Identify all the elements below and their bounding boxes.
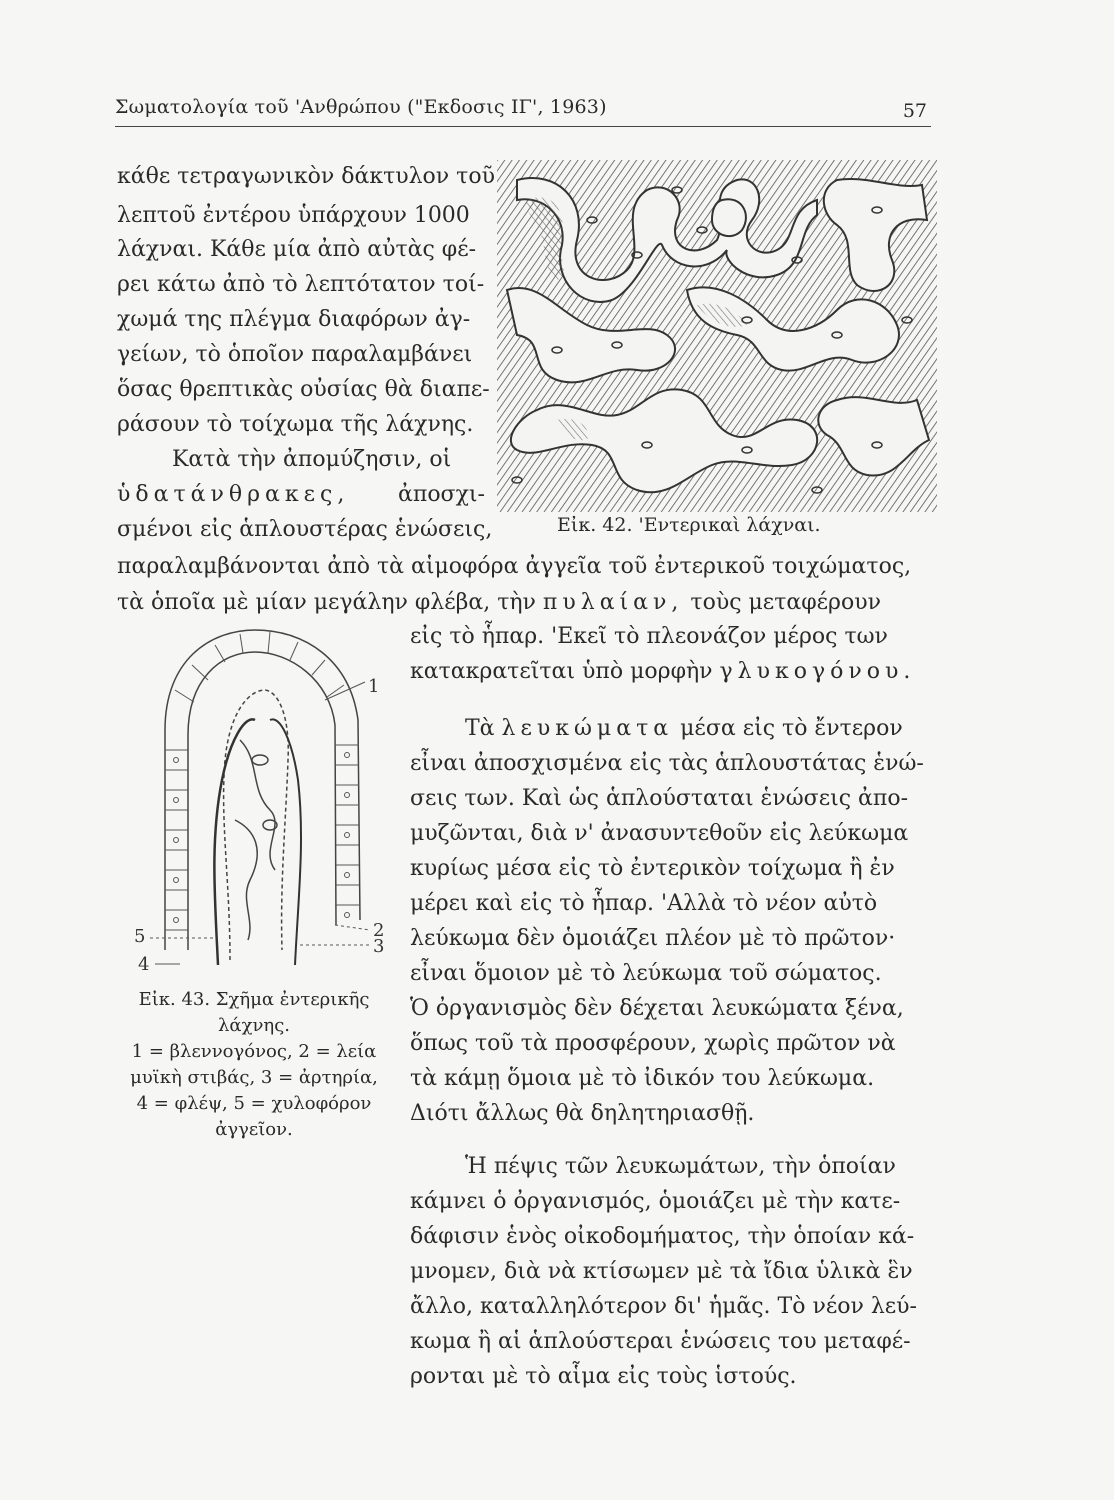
para3-line: μέρει καὶ εἰς τὸ ἧπαρ. 'Αλλὰ τὸ νέον αὐτὸ [410,891,878,916]
para4-line: μνομεν, διὰ νὰ κτίσωμεν μὲ τὰ ἴδια ὑλικὰ ἓν [410,1259,913,1284]
figure-43-villus-diagram [130,620,400,978]
label-3: 3 [373,936,385,957]
para3-line: εἶναι ὅμοιον μὲ τὸ λεύκωμα τοῦ σώματος. [410,961,882,986]
para1-line: ὅσας θρεπτικὰς οὐσίας θὰ διαπε- [117,377,490,402]
page-number: 57 [902,100,927,122]
para1-line: χωμά της πλέγμα διαφόρων ἀγ- [117,307,471,332]
para4-line: Ἡ πέψις τῶν λευκωμάτων, τὴν ὁποίαν [465,1154,896,1179]
para2-line: Κατὰ τὴν ἀπομύζησιν, οἱ [172,447,452,472]
running-header [115,92,931,127]
para4-line: ἄλλο, καταλληλότερον δι' ἡμᾶς. Τὸ νέον λεύ- [410,1294,917,1319]
para3-line: Ὁ ὀργανισμὸς δὲν δέχεται λευκώματα ξένα, [410,996,904,1021]
label-2: 2 [373,920,385,941]
label-1: 1 [368,676,380,697]
figure-43-caption-line-4: μυϊκὴ στιβάς, 3 = ἀρτηρία, [130,1067,378,1088]
figure-43-caption-line-2: λάχνης. [218,1015,290,1036]
para1-line: ρει κάτω ἀπὸ τὸ λεπτότατον τοί- [117,272,485,297]
spaced-term: ὑδατάνθρακες, [117,482,350,507]
text-run: τοὺς μεταφέρουν [690,590,881,615]
figure-42-villi-illustration [497,160,937,512]
text-run: κατακρατεῖται ὑπὸ μορφὴν [410,659,713,684]
para4-line: κωμα ἢ αἱ ἁπλούστεραι ἑνώσεις του μεταφέ- [410,1329,911,1354]
para1-line: λάχναι. Κάθε μία ἀπὸ αὐτὰς φέ- [117,237,477,262]
header-title: Σωματολογία τοῦ 'Ανθρώπου ("Εκδοσις ΙΓ', 1963) [115,96,607,118]
para3-line: κυρίως μέσα εἰς τὸ ἐντερικὸν τοίχωμα ἢ ἐν [410,856,895,881]
para1-line: κάθε τετραγωνικὸν δάκτυλον τοῦ [117,164,495,189]
text-run: τὰ ὁποῖα μὲ μίαν μεγάλην φλέβα, τὴν [117,590,536,615]
para4-line: ρονται μὲ τὸ αἷμα εἰς τοὺς ἱστούς. [410,1364,797,1389]
para2-line [117,586,881,620]
para1-line: ράσουν τὸ τοίχωμα τῆς λάχνης. [117,412,474,437]
para3-line: εἶναι ἀποσχισμένα εἰς τὰς ἁπλουστάτας ἑνώ- [410,751,924,776]
para3-line: λεύκωμα δὲν ὁμοιάζει πλέον μὲ τὸ πρῶτον· [410,926,896,951]
figure-42-caption: Εἰκ. 42. 'Εντερικαὶ λάχναι. [557,514,821,536]
para3-line: σεις των. Καὶ ὡς ἁπλούσταται ἑνώσεις ἀπο- [410,786,909,811]
text-run: Τὰ [465,716,495,741]
figure-43-caption-line-1: Εἰκ. 43. Σχῆμα ἐντερικῆς [138,989,370,1010]
para4-line: δάφισιν ἑνὸς οἰκοδομήματος, τὴν ὁποίαν κά- [410,1224,915,1249]
para1-line: λεπτοῦ ἐντέρου ὑπάρχουν 1000 [117,203,470,228]
para2-line [410,655,915,689]
spaced-term: λευκώματα [501,716,674,741]
para3-line [465,712,903,746]
para3-line: Διότι ἄλλως θὰ δηλητηριασθῇ. [410,1101,755,1126]
para2-line: σμένοι εἰς ἁπλουστέρας ἑνώσεις, [117,517,493,542]
label-4: 4 [138,954,150,975]
text-run: μέσα εἰς τὸ ἔντερον [680,716,903,741]
para4-line: κάμνει ὁ ὀργανισμός, ὁμοιάζει μὲ τὴν κατε- [410,1189,901,1214]
para2-line: ἀποσχι- [398,482,485,507]
para3-line: μυζῶνται, διὰ ν' ἀνασυντεθοῦν εἰς λεύκωμα [410,821,909,846]
para2-line [117,478,349,512]
para3-line: ὅπως τοῦ τὰ προσφέρουν, χωρὶς πρῶτον νὰ [410,1031,896,1056]
spaced-term: πυλαίαν, [542,590,684,615]
para2-line: εἰς τὸ ἧπαρ. 'Εκεῖ τὸ πλεονάζον μέρος των [410,624,888,649]
spaced-term: γλυκογόνου. [719,659,916,684]
figure-43-caption-line-5: 4 = φλέψ, 5 = χυλοφόρον [136,1093,372,1114]
label-5: 5 [134,926,146,947]
para2-line: παραλαμβάνονται ἀπὸ τὰ αἱμοφόρα ἀγγεῖα τοῦ ἐντερικοῦ τοιχώματος, [117,554,912,579]
figure-43-caption-line-3: 1 = βλεννογόνος, 2 = λεία [131,1041,377,1062]
para3-line: τὰ κάμῃ ὅμοια μὲ τὸ ἰδικόν του λεύκωμα. [410,1066,875,1091]
para1-line: γείων, τὸ ὁποῖον παραλαμβάνει [117,342,473,367]
figure-43-caption-line-6: ἀγγεῖον. [215,1119,293,1140]
